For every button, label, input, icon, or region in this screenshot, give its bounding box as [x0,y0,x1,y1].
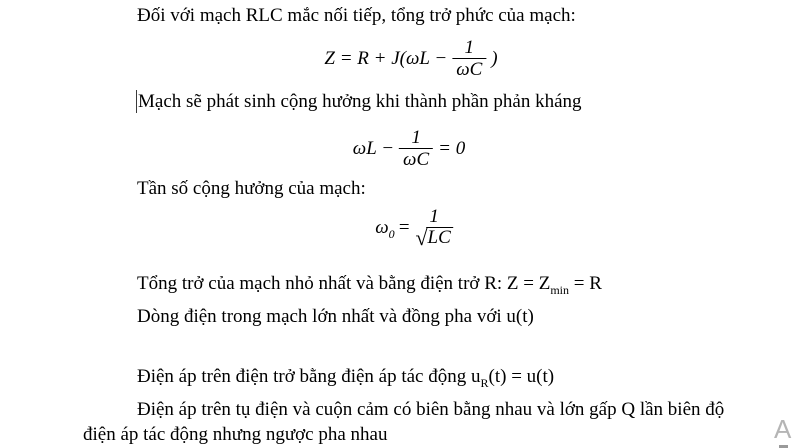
paragraph-capacitor-inductor-voltage-line1: Điện áp trên tụ điện và cuộn cảm có biên bằng nhau và lớn gấp Q lần biên độ [137,399,725,420]
formula-omega0 [375,217,397,239]
formula-impedance-lhs: Z = R + J(ωL − [324,47,448,69]
formula-resonant-frequency [375,206,455,250]
min-impedance-tail: = R [569,273,602,294]
formula-impedance-close-paren: ) [491,47,498,69]
text-cursor [136,90,137,113]
paragraph-intro-impedance: Đối với mạch RLC mắc nối tiếp, tổng trở phức của mạch: [137,5,576,26]
omega-subscript: 0 [388,226,395,241]
min-impedance-text: Tổng trở của mạch nhỏ nhất và bằng điện trở R: Z = Z [137,273,551,294]
paragraph-min-impedance [137,271,602,297]
radicand: LC [427,227,451,248]
formula-reactance-zero [353,127,465,170]
fraction [415,206,452,250]
u-r-subscript: R [480,375,489,390]
resistor-voltage-tail: (t) = u(t) [488,366,555,387]
paragraph-resistor-voltage [137,364,554,390]
equals-sign: = [397,217,411,238]
fraction-denominator: ωC [452,58,486,80]
fraction-denominator [415,227,452,250]
resistor-voltage-text: Điện áp trên điện trở bằng điện áp tác động u [137,366,481,387]
watermark-letter: A [774,414,792,444]
fraction [399,127,433,170]
fraction [452,37,486,80]
formula-reactance-lhs: ωL − [352,137,395,159]
formula-complex-impedance [324,37,497,80]
radical-sign: √ [415,225,427,250]
omega-symbol: ω [375,217,389,238]
formula-reactance-rhs: = 0 [438,137,466,159]
paragraph-capacitor-inductor-voltage-line2: điện áp tác động nhưng ngược pha nhau [83,424,388,445]
paragraph-resonance-condition-text: Mạch sẽ phát sinh cộng hưởng khi thành phần phản kháng [138,91,582,112]
fraction-numerator: 1 [464,37,474,58]
paragraph-current-in-phase: Dòng điện trong mạch lớn nhất và đồng pha với u(t) [137,306,534,327]
fraction-numerator: 1 [429,206,439,227]
paragraph-resonant-frequency-label: Tần số cộng hưởng của mạch: [137,178,366,199]
fraction-denominator: ωC [399,148,433,170]
square-root [415,227,452,248]
z-min-subscript: min [550,282,570,297]
fraction-numerator: 1 [411,127,421,148]
